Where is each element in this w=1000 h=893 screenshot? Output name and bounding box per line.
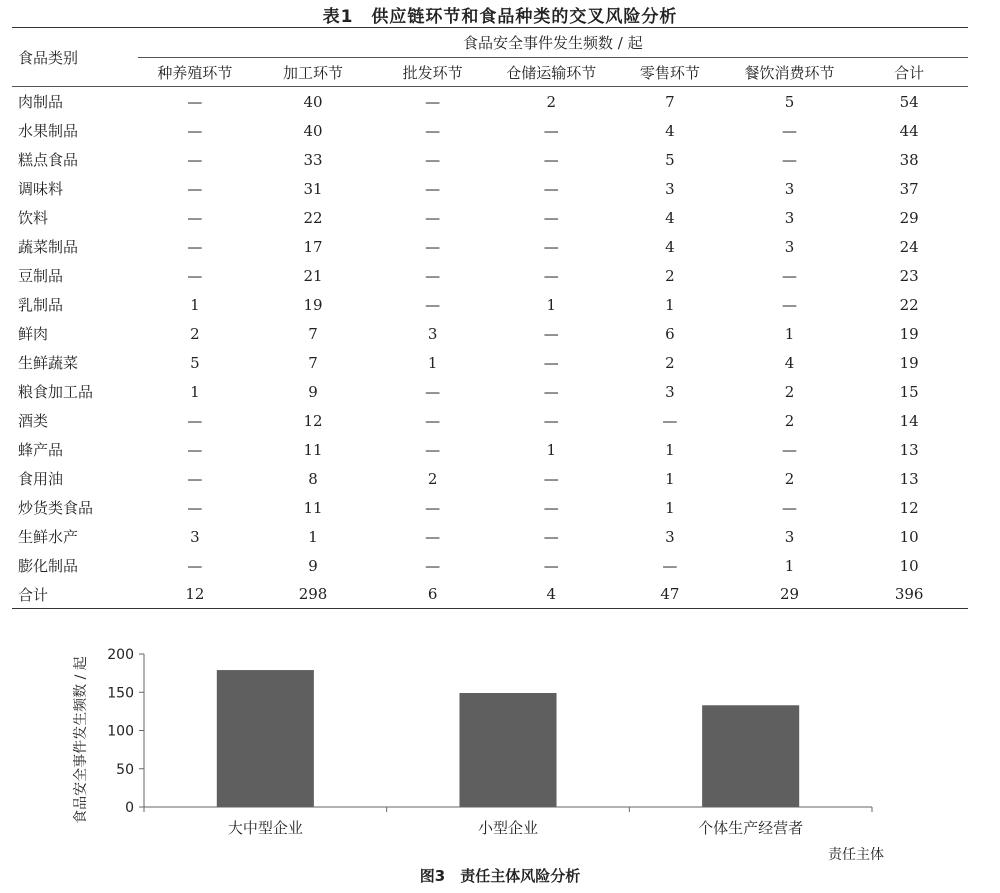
total-cell: 29 <box>729 580 851 609</box>
table-cell: 19 <box>303 295 323 314</box>
table-cell: 1 <box>784 556 795 575</box>
table-cell: — <box>187 179 203 198</box>
total-row <box>12 580 968 609</box>
corner-header: 食品类别 <box>12 28 138 87</box>
column-header: 加工环节 <box>252 58 374 87</box>
y-tick-label: 0 <box>125 800 134 816</box>
table-cell: 4 <box>665 121 675 140</box>
table-cell: 7 <box>308 353 318 372</box>
table-cell: — <box>425 266 441 285</box>
table-cell: 11 <box>303 440 323 459</box>
table-row <box>12 203 968 232</box>
group-header: 食品安全事件发生频数 / 起 <box>138 28 968 58</box>
table-cell: 4 <box>665 237 675 256</box>
table-cell: 19 <box>899 324 919 343</box>
table-cell: 1 <box>784 324 795 343</box>
table-cell: 38 <box>899 150 919 169</box>
table-cell: — <box>543 150 559 169</box>
table-cell: 1 <box>190 295 200 314</box>
table-cell: — <box>187 556 203 575</box>
figure-3 <box>0 630 1000 893</box>
table-cell: — <box>425 440 441 459</box>
table-cell: — <box>781 121 797 140</box>
table-cell: — <box>543 498 559 517</box>
row-category: 膨化制品 <box>18 557 79 575</box>
table-cell: 15 <box>899 382 919 401</box>
x-axis-label: 责任主体 <box>828 847 884 863</box>
table-row <box>12 87 968 117</box>
table-cell: 19 <box>899 353 919 372</box>
table-cell: — <box>781 498 797 517</box>
table-cell: — <box>425 295 441 314</box>
table-row <box>12 551 968 580</box>
table-cell: 2 <box>427 469 438 488</box>
total-cell: 47 <box>611 580 729 609</box>
table-cell: 3 <box>784 179 795 198</box>
table-cell: 3 <box>784 527 795 546</box>
table-cell: 2 <box>665 353 675 372</box>
table-cell: 10 <box>899 527 919 546</box>
table-cell: 29 <box>899 208 919 227</box>
table-cell: — <box>425 179 441 198</box>
x-category-label: 小型企业 <box>477 819 539 837</box>
table-cell: — <box>425 498 441 517</box>
column-header: 零售环节 <box>611 58 729 87</box>
table-cell: 11 <box>303 498 323 517</box>
table-cell: — <box>425 208 441 227</box>
table-cell: 23 <box>899 266 919 285</box>
row-category: 生鲜水产 <box>18 528 79 546</box>
y-tick-label: 50 <box>116 761 134 778</box>
column-header: 批发环节 <box>374 58 492 87</box>
table-cell: 13 <box>899 440 919 459</box>
bar <box>702 705 799 807</box>
total-cell: 12 <box>138 580 253 609</box>
row-category: 糕点食品 <box>18 151 79 169</box>
table-cell: 8 <box>308 469 318 488</box>
total-cell: 396 <box>850 580 968 609</box>
x-category-label: 大中型企业 <box>227 819 303 837</box>
table-cell: 3 <box>784 237 795 256</box>
table-cell: — <box>543 411 559 430</box>
table-cell: 14 <box>899 411 919 430</box>
table-cell: 3 <box>427 324 438 343</box>
figure-caption: 图3 责任主体风险分析 <box>419 867 581 885</box>
table-row <box>12 522 968 551</box>
table-cell: 5 <box>665 150 675 169</box>
table-cell: — <box>781 440 797 459</box>
table-cell: — <box>543 382 559 401</box>
table-title: 表1 供应链环节和食品种类的交叉风险分析 <box>322 7 678 27</box>
bar <box>217 670 314 807</box>
row-category: 豆制品 <box>18 267 64 285</box>
row-category: 饮料 <box>18 209 49 227</box>
table-cell: 21 <box>303 266 323 285</box>
table-cell: — <box>781 150 797 169</box>
table-cell: 4 <box>784 353 795 372</box>
table-cell: — <box>425 382 441 401</box>
row-category: 生鲜蔬菜 <box>18 354 79 372</box>
table-row <box>12 116 968 145</box>
table-cell: 4 <box>665 208 675 227</box>
table-cell: — <box>187 208 203 227</box>
row-category: 蔬菜制品 <box>18 238 79 256</box>
column-header-row <box>12 58 968 87</box>
y-tick-label: 150 <box>107 685 134 702</box>
table-cell: 1 <box>665 469 675 488</box>
table-cell: — <box>543 179 559 198</box>
table-cell: — <box>543 324 559 343</box>
bar-chart <box>0 630 1000 865</box>
table-cell: — <box>187 411 203 430</box>
row-category: 蜂产品 <box>18 441 64 459</box>
table-cell: 24 <box>899 237 919 256</box>
table-cell: 1 <box>190 382 200 401</box>
total-cell: 298 <box>252 580 374 609</box>
row-category: 调味料 <box>18 180 64 198</box>
table-cell: 2 <box>784 469 795 488</box>
column-header: 仓储运输环节 <box>491 58 611 87</box>
table-cell: 1 <box>546 440 557 459</box>
table-group-header-row <box>12 28 968 58</box>
table-cell: 40 <box>303 92 323 111</box>
table-row <box>12 261 968 290</box>
table-row <box>12 435 968 464</box>
table-cell: — <box>425 411 441 430</box>
table-row <box>12 232 968 261</box>
row-category: 水果制品 <box>18 122 79 140</box>
x-category-label: 个体生产经营者 <box>698 819 804 837</box>
table-cell: — <box>425 237 441 256</box>
risk-table <box>12 27 968 609</box>
bar <box>459 693 556 807</box>
table-cell: — <box>187 440 203 459</box>
table-cell: 2 <box>546 92 557 111</box>
table-cell: 2 <box>784 382 795 401</box>
table-cell: — <box>425 527 441 546</box>
row-category: 酒类 <box>18 412 49 430</box>
table-cell: 1 <box>665 498 675 517</box>
table-cell: 1 <box>308 527 318 546</box>
table-cell: — <box>187 92 203 111</box>
table-cell: 1 <box>665 295 675 314</box>
row-category: 鲜肉 <box>18 325 49 343</box>
table-row <box>12 464 968 493</box>
table-cell: — <box>543 353 559 372</box>
table-cell: 10 <box>899 556 919 575</box>
table-row <box>12 493 968 522</box>
y-axis-label: 食品安全事件发生频数 / 起 <box>73 656 89 824</box>
table-cell: 12 <box>303 411 323 430</box>
total-label: 合计 <box>12 580 138 609</box>
table-cell: 9 <box>308 556 318 575</box>
table-cell: 12 <box>899 498 919 517</box>
table-cell: — <box>425 150 441 169</box>
table-row <box>12 145 968 174</box>
table-cell: — <box>543 527 559 546</box>
row-category: 食用油 <box>18 470 64 488</box>
table-cell: — <box>543 469 559 488</box>
row-category: 炒货类食品 <box>18 499 94 517</box>
y-axis-label-box <box>20 645 140 835</box>
table-cell: 13 <box>899 469 919 488</box>
table-cell: 31 <box>303 179 323 198</box>
table-cell: 37 <box>899 179 919 198</box>
table-cell: 3 <box>784 208 795 227</box>
total-cell: 4 <box>491 580 611 609</box>
table-cell: 17 <box>303 237 323 256</box>
table-row <box>12 290 968 319</box>
table-cell: 7 <box>665 92 675 111</box>
row-category: 乳制品 <box>18 296 64 314</box>
table-row <box>12 319 968 348</box>
table-cell: 33 <box>303 150 323 169</box>
table-cell: 3 <box>665 179 675 198</box>
column-header: 餐饮消费环节 <box>729 58 851 87</box>
table-cell: 3 <box>665 527 675 546</box>
y-tick-label: 200 <box>107 647 134 663</box>
table-cell: 2 <box>190 324 200 343</box>
total-cell: 6 <box>374 580 492 609</box>
table-cell: — <box>543 121 559 140</box>
table-cell: 3 <box>190 527 200 546</box>
row-category: 粮食加工品 <box>18 383 94 401</box>
table-row <box>12 348 968 377</box>
table-cell: — <box>187 498 203 517</box>
table-cell: — <box>662 411 678 430</box>
table-cell: — <box>425 121 441 140</box>
table-cell: 22 <box>303 208 323 227</box>
table-cell: 54 <box>899 92 919 111</box>
table-cell: — <box>543 266 559 285</box>
table-cell: — <box>543 237 559 256</box>
column-header: 种养殖环节 <box>138 58 253 87</box>
table-row <box>12 377 968 406</box>
table-cell: 2 <box>665 266 675 285</box>
table-cell: — <box>425 92 441 111</box>
table-cell: — <box>781 266 797 285</box>
table-cell: — <box>187 266 203 285</box>
table-cell: 2 <box>784 411 795 430</box>
table-cell: — <box>543 556 559 575</box>
table-cell: — <box>781 295 797 314</box>
table-cell: — <box>662 556 678 575</box>
table-cell: 3 <box>665 382 675 401</box>
table-cell: 7 <box>308 324 318 343</box>
table-cell: — <box>543 208 559 227</box>
table-cell: — <box>187 121 203 140</box>
column-header: 合计 <box>850 58 968 87</box>
table-cell: — <box>187 237 203 256</box>
y-tick-label: 100 <box>107 723 134 740</box>
table-cell: — <box>187 150 203 169</box>
table-cell: 44 <box>899 121 919 140</box>
table-cell: 5 <box>784 92 795 111</box>
table-row <box>12 406 968 435</box>
table-cell: 1 <box>546 295 557 314</box>
table-body <box>12 87 968 581</box>
table-cell: 9 <box>308 382 318 401</box>
table-cell: 40 <box>303 121 323 140</box>
table-cell: 22 <box>899 295 919 314</box>
table-cell: — <box>187 469 203 488</box>
table-cell: 6 <box>665 324 675 343</box>
table-cell: — <box>425 556 441 575</box>
row-category: 肉制品 <box>18 93 64 111</box>
table-row <box>12 174 968 203</box>
table-cell: 1 <box>665 440 675 459</box>
table-cell: 1 <box>427 353 438 372</box>
table-cell: 5 <box>190 353 200 372</box>
